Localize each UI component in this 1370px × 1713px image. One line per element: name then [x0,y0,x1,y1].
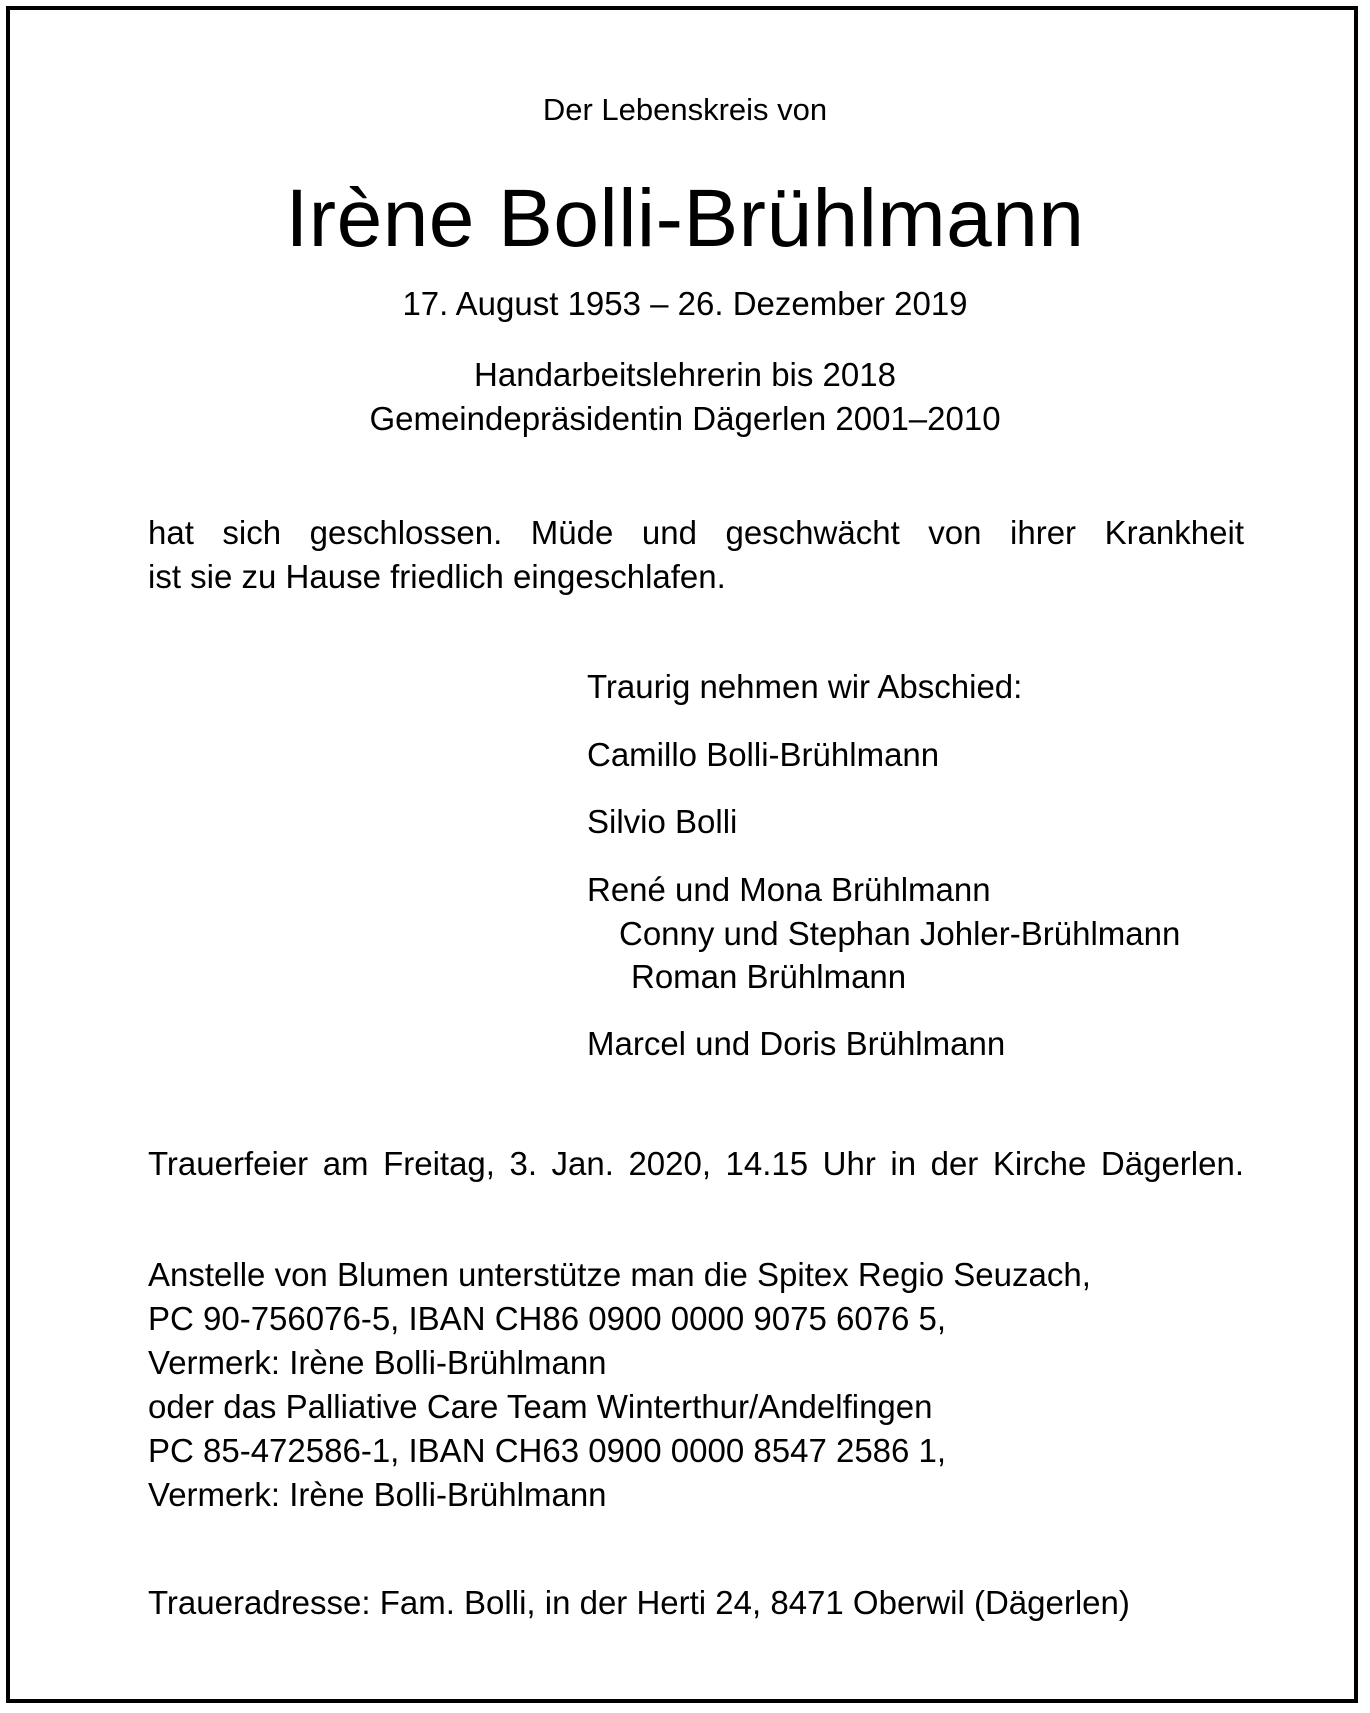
notice-paragraph-line: hat sich geschlossen. Müde und geschwächt von ihrer Krankheit [148,514,1244,551]
mourner-name: Marcel und Doris Brühlmann [587,1025,1006,1062]
mourning-address: Traueradresse: Fam. Bolli, in der Herti 24, 8471 Oberwil (Dägerlen) [148,1584,1130,1621]
role-line: Gemeindepräsidentin Dägerlen 2001–2010 [369,400,1001,437]
deceased-name: Irène Bolli-Brühlmann [285,173,1085,264]
donation-line: PC 85-472586-1, IBAN CH63 0900 0000 8547 2586 1, [148,1432,947,1469]
notice-intro: Der Lebenskreis von [542,92,828,127]
donation-line: oder das Palliative Care Team Winterthur/Andelfingen [148,1388,933,1425]
role-line: Handarbeitslehrerin bis 2018 [474,356,896,393]
mourner-name: Camillo Bolli-Brühlmann [587,736,940,773]
donation-line: PC 90-756076-5, IBAN CH86 0900 0000 9075 6076 5, [148,1300,947,1337]
ceremony-info: Trauerfeier am Freitag, 3. Jan. 2020, 14.15 Uhr in der Kirche Dägerlen. [148,1145,1244,1182]
mourner-name: Conny und Stephan Johler-Brühlmann [619,915,1181,952]
donation-line: Anstelle von Blumen unterstütze man die Spitex Regio Seuzach, [148,1256,1091,1293]
mourner-name: Silvio Bolli [587,803,738,840]
life-dates: 17. August 1953 – 26. Dezember 2019 [402,285,968,322]
mourner-name: René und Mona Brühlmann [587,871,991,908]
donation-line: Vermerk: Irène Bolli-Brühlmann [148,1344,607,1381]
mourners-heading: Traurig nehmen wir Abschied: [587,668,1023,705]
notice-paragraph-line: ist sie zu Hause friedlich eingeschlafen. [148,558,726,595]
mourner-name: Roman Brühlmann [631,958,907,995]
donation-line: Vermerk: Irène Bolli-Brühlmann [148,1476,607,1513]
